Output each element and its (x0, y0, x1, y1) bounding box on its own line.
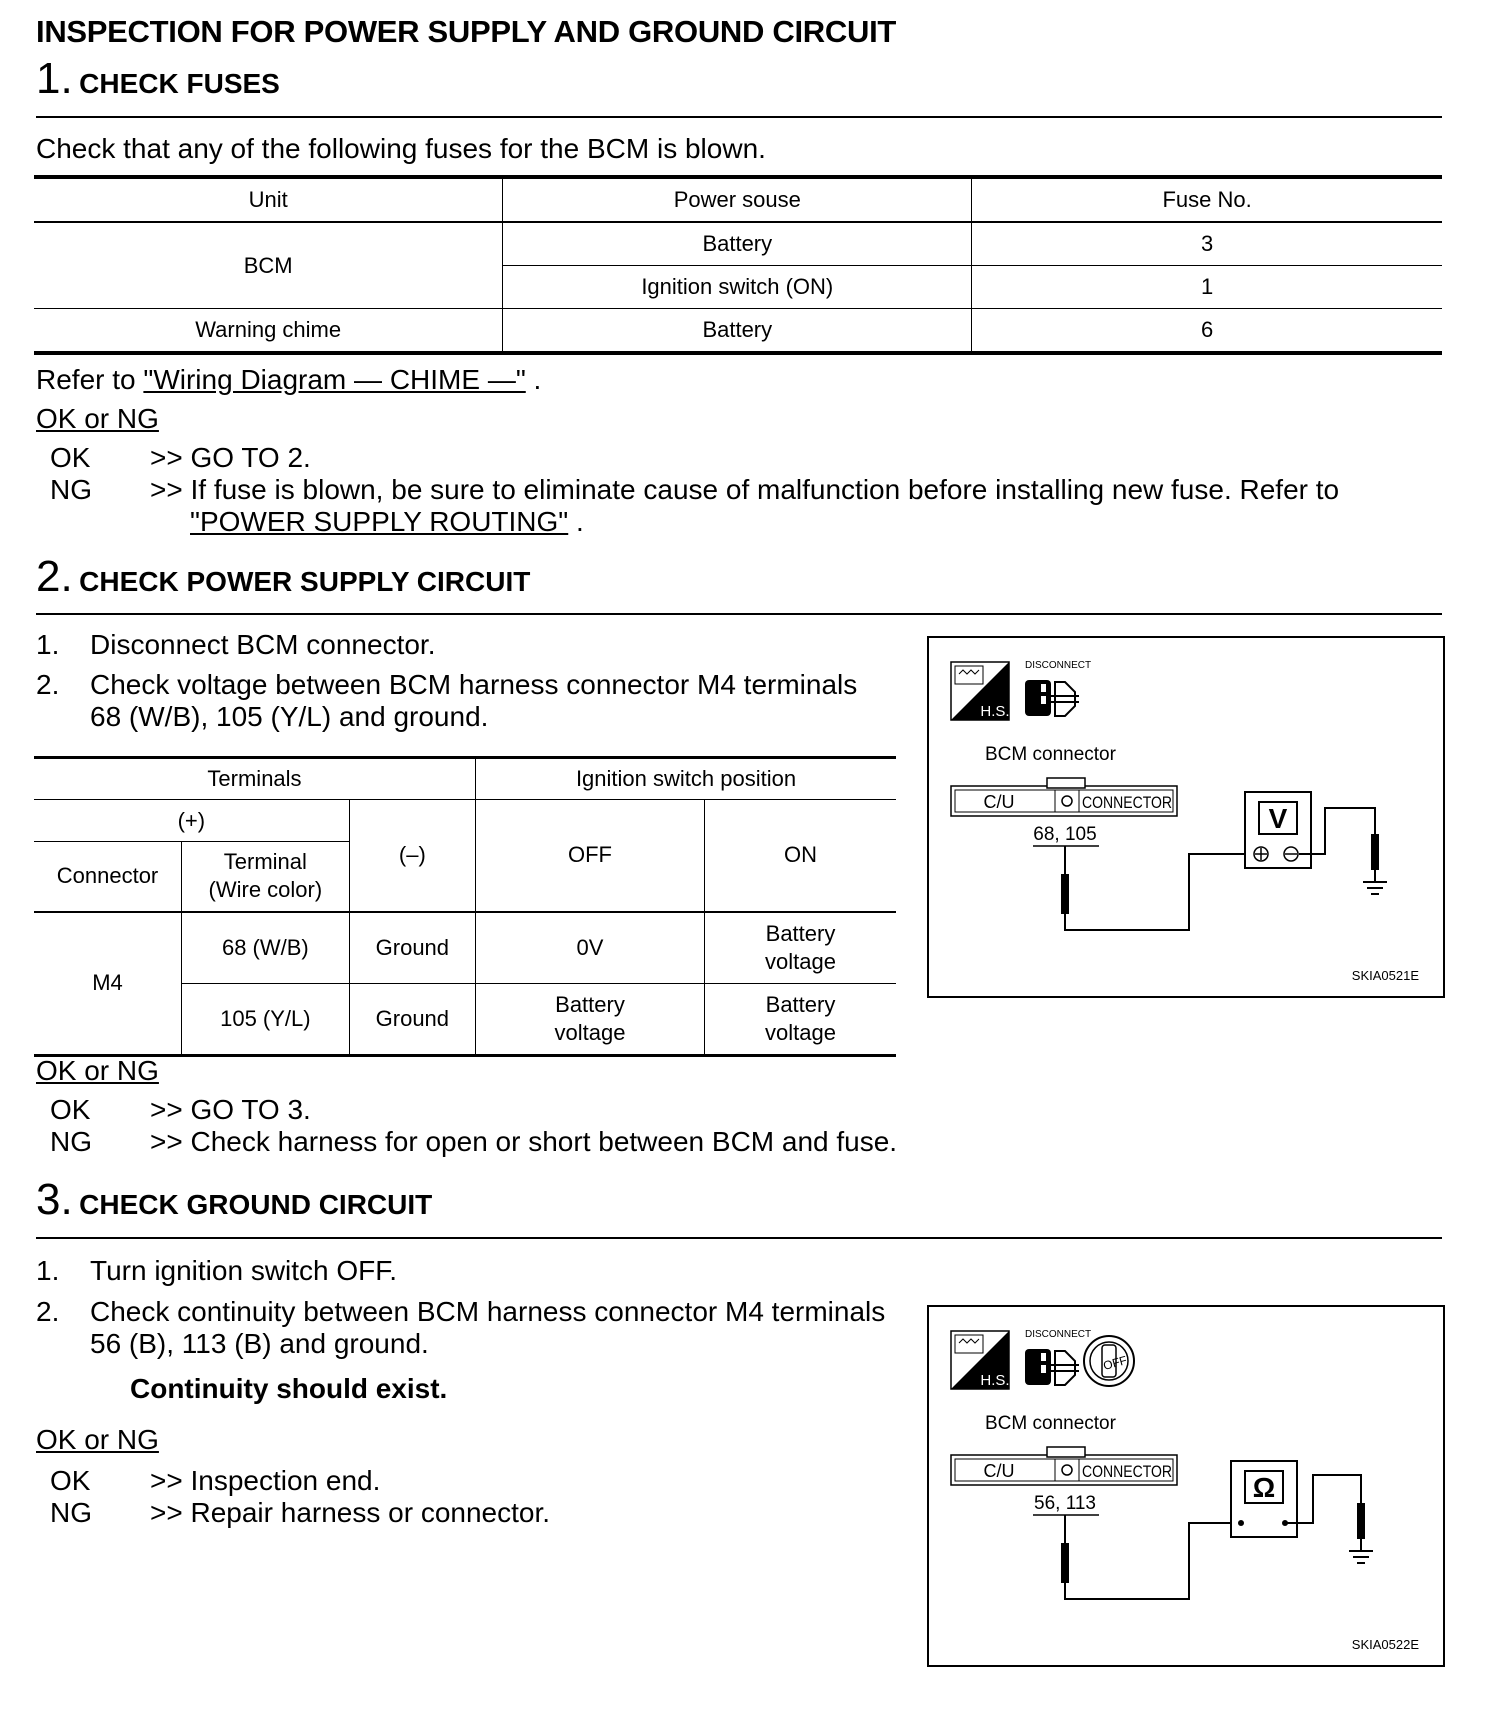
step3-number: 3. (36, 1175, 73, 1224)
voltage-check-diagram (927, 636, 1445, 998)
minus-header: (–) (349, 800, 475, 912)
ign-position-header: Ignition switch position (476, 758, 897, 800)
step3-ok-ng: OK or NG (36, 1424, 159, 1455)
step3-rule (36, 1237, 1442, 1239)
bcm-connector-symbol (951, 1447, 1177, 1485)
step1-ok-row (50, 442, 311, 474)
table-row (34, 912, 896, 984)
cell-connector: M4 (34, 912, 182, 1056)
ng-text: >> Check harness for open or short between BCM and fuse. (150, 1126, 898, 1157)
hs-icon (951, 662, 1010, 720)
step2-ok-ng: OK or NG (36, 1055, 159, 1086)
step1-rule (36, 116, 1442, 118)
terminals-label: 56, 113 (1034, 1493, 1096, 1514)
step1-title: CHECK FUSES (79, 68, 280, 99)
continuity-diagram-svg (929, 1307, 1443, 1665)
step2-title: CHECK POWER SUPPLY CIRCUIT (79, 566, 531, 597)
on-header: ON (705, 800, 897, 912)
ohmmeter-icon (1231, 1461, 1297, 1537)
continuity-spec: Continuity should exist. (130, 1373, 448, 1404)
step1-refer (36, 364, 541, 396)
ground-icon (1349, 1551, 1373, 1563)
step1-ok-ng: OK or NG (36, 403, 159, 434)
step2-ng-row (50, 1126, 897, 1158)
step1-number: 1. (36, 54, 73, 103)
ng-label: NG (50, 1126, 92, 1157)
step1-ng-row2 (190, 506, 584, 538)
ignition-key-off-icon (1084, 1336, 1134, 1386)
off-header: OFF (476, 800, 705, 912)
cell-off: 0V (476, 912, 705, 984)
cell-on (705, 912, 897, 984)
step3-ok-row (50, 1465, 380, 1497)
ok-text: >> GO TO 2. (150, 442, 311, 473)
meter-symbol: Ω (1252, 1472, 1276, 1503)
cu-label: C/U (983, 1461, 1015, 1481)
ground-icon (1363, 882, 1387, 894)
step2-ok-row (50, 1094, 311, 1126)
voltage-diagram-svg (929, 638, 1443, 996)
off-label: OFF (1101, 1353, 1129, 1373)
step2-heading (36, 552, 530, 602)
ok-text: >> GO TO 3. (150, 1094, 311, 1125)
step2-item2-cont: 68 (W/B), 105 (Y/L) and ground. (90, 701, 489, 732)
step3-title: CHECK GROUND CIRCUIT (79, 1189, 433, 1220)
disconnect-icon (1025, 680, 1079, 716)
probe-wire (1061, 846, 1247, 930)
cell-minus: Ground (349, 912, 475, 984)
ok-text: >> Inspection end. (150, 1465, 381, 1496)
step2-item1 (36, 629, 436, 661)
connector-label: CONNECTOR (1082, 1462, 1172, 1481)
col-unit: Unit (34, 177, 503, 222)
step2-number: 2. (36, 552, 73, 601)
terminal-header-line1: Terminal (223, 849, 307, 875)
item-number: 2. (36, 669, 60, 700)
ok-label: OK (50, 442, 91, 473)
cell-on-line2: voltage (765, 1020, 836, 1045)
connector-header: Connector (34, 842, 182, 912)
ng-suffix: . (568, 506, 584, 537)
cell-source: Battery (503, 222, 972, 266)
cell-on (705, 984, 897, 1056)
ng-label: NG (50, 474, 92, 505)
terminal-table (34, 756, 896, 1057)
cell-unit: BCM (34, 222, 503, 309)
ng-label: NG (50, 1497, 92, 1528)
cell-on-line1: Battery (765, 920, 836, 946)
hs-label: H.S. (980, 703, 1010, 720)
cell-unit: Warning chime (34, 309, 503, 354)
bcm-connector-symbol (951, 778, 1177, 816)
bcm-connector-label: BCM connector (985, 744, 1116, 765)
fuse-table (34, 175, 1442, 355)
terminals-label: 68, 105 (1033, 824, 1097, 845)
item-number: 1. (36, 1255, 60, 1286)
continuity-check-diagram (927, 1305, 1445, 1667)
step3-item1 (36, 1255, 397, 1287)
table-row (34, 309, 1442, 354)
cell-on-line2: voltage (765, 948, 836, 974)
item-number: 2. (36, 1296, 60, 1327)
step3-heading (36, 1175, 432, 1225)
table-row (34, 222, 1442, 266)
cell-fuse: 6 (972, 309, 1442, 354)
cell-terminal: 105 (Y/L) (182, 984, 350, 1056)
figure-code: SKIA0521E (1351, 968, 1419, 983)
refer-suffix: . (525, 364, 542, 395)
cell-off-line2: voltage (554, 1020, 626, 1045)
cell-terminal: 68 (W/B) (182, 912, 350, 984)
meter-symbol: V (1268, 803, 1288, 834)
cell-on-line1: Battery (765, 992, 836, 1017)
item-number: 1. (36, 629, 60, 660)
item-text: Turn ignition switch OFF. (90, 1255, 398, 1286)
ok-label: OK (50, 1465, 91, 1496)
cell-off (476, 984, 705, 1056)
refer-prefix: Refer to (36, 364, 144, 395)
item-text: Disconnect BCM connector. (90, 629, 436, 660)
cell-fuse: 3 (972, 222, 1442, 266)
disconnect-label: DISCONNECT (1025, 660, 1092, 671)
terminals-header: Terminals (34, 758, 476, 800)
cu-label: C/U (983, 792, 1015, 812)
col-power-source: Power souse (503, 177, 972, 222)
page-title: INSPECTION FOR POWER SUPPLY AND GROUND CIRCUIT (36, 14, 897, 49)
ng-text: >> Repair harness or connector. (150, 1497, 551, 1528)
step1-intro: Check that any of the following fuses for the BCM is blown. (36, 133, 766, 164)
cell-fuse: 1 (972, 266, 1442, 309)
probe-wire (1061, 1515, 1231, 1599)
term-header-row (34, 758, 896, 800)
step3-item2 (36, 1296, 885, 1328)
fuse-table-header (34, 177, 1442, 222)
item-text: Check continuity between BCM harness connector M4 terminals (90, 1296, 886, 1327)
hs-icon (951, 1331, 1010, 1389)
bcm-connector-label: BCM connector (985, 1413, 1116, 1434)
step1-ng-row (50, 474, 1339, 506)
ng-text: >> If fuse is blown, be sure to eliminate cause of malfunction before installing new fuse. Refer to (150, 474, 1340, 505)
plus-header: (+) (34, 800, 349, 842)
power-supply-routing-link[interactable]: "POWER SUPPLY ROUTING" (190, 506, 569, 537)
terminal-header (182, 842, 350, 912)
ok-label: OK (50, 1094, 91, 1125)
cell-source: Ignition switch (ON) (503, 266, 972, 309)
cell-off-line1: Battery (555, 992, 625, 1017)
hs-label: H.S. (980, 1372, 1010, 1389)
item-text: Check voltage between BCM harness connector M4 terminals (90, 669, 858, 700)
step3-item2-cont: 56 (B), 113 (B) and ground. (90, 1328, 429, 1359)
cell-minus: Ground (349, 984, 475, 1056)
term-subheader-row (34, 800, 896, 842)
disconnect-icon (1025, 1349, 1079, 1385)
connector-label: CONNECTOR (1082, 793, 1172, 812)
step2-rule (36, 613, 1442, 615)
col-fuse-no: Fuse No. (972, 177, 1442, 222)
step3-ng-row (50, 1497, 550, 1529)
figure-code: SKIA0522E (1351, 1637, 1419, 1652)
terminal-header-line2: (Wire color) (208, 877, 323, 903)
cell-source: Battery (503, 309, 972, 354)
voltmeter-icon (1245, 792, 1311, 868)
disconnect-label: DISCONNECT (1025, 1329, 1092, 1340)
step2-item2 (36, 669, 857, 701)
step1-heading (36, 54, 280, 104)
wiring-diagram-link[interactable]: "Wiring Diagram — CHIME —" (143, 364, 526, 395)
